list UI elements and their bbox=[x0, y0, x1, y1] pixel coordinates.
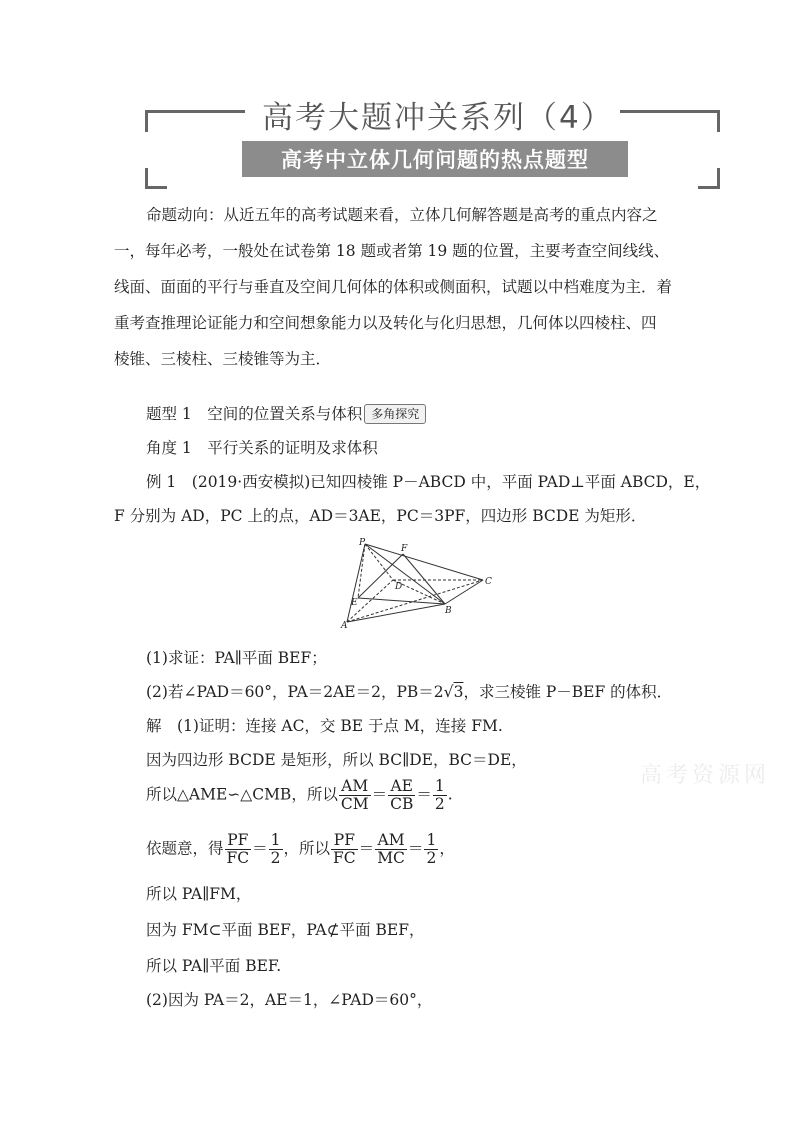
frac-num: 1 bbox=[270, 831, 281, 849]
frame-corner-bl bbox=[145, 168, 148, 189]
intro-line-2: 一，每年必考，一般处在试卷第 18 题或者第 19 题的位置，主要考查空间线线、 bbox=[114, 242, 670, 260]
pyramid-figure bbox=[335, 536, 495, 630]
solution-line-2: 因为四边形 BCDE 是矩形，所以 BC∥DE，BC＝DE， bbox=[146, 751, 527, 769]
solution-line-1: 解 (1)证明：连接 AC，交 BE 于点 M，连接 FM. bbox=[146, 717, 503, 735]
frac-den: 2 bbox=[270, 849, 281, 867]
solution-line-8: (2)因为 PA＝2，AE＝1，∠PAD＝60°， bbox=[146, 991, 433, 1009]
fraction-one-half bbox=[433, 778, 447, 813]
intro-line-1: 命题动向：从近五年的高考试题来看，立体几何解答题是高考的重点内容之 bbox=[146, 206, 658, 224]
label-D: D bbox=[395, 582, 403, 592]
frame-corner-tr bbox=[717, 110, 720, 132]
period: . bbox=[447, 785, 453, 804]
question-1: (1)求证：PA∥平面 BEF； bbox=[146, 649, 327, 667]
solution-line-4-text: 依题意，得 bbox=[146, 839, 224, 858]
question-2-prefix: (2)若∠PAD＝60°，PA＝2AE＝2，PB＝2 bbox=[146, 683, 444, 701]
fraction-am-mc bbox=[375, 832, 407, 867]
fraction-one-half-2 bbox=[424, 832, 438, 867]
edge-EB bbox=[358, 598, 445, 604]
fraction-am-cm bbox=[339, 778, 371, 813]
equals-sign: ＝ bbox=[371, 785, 388, 804]
frame-corner-tl bbox=[145, 110, 148, 132]
frame-top-left-line bbox=[145, 110, 245, 113]
frac-den: CB bbox=[390, 795, 414, 813]
solution-line-4 bbox=[146, 832, 455, 867]
intro-line-5: 棱锥、三棱柱、三棱锥等为主． bbox=[114, 350, 332, 368]
multi-angle-badge: 多角探究 bbox=[364, 404, 426, 424]
equals-sign: ＝ bbox=[358, 839, 375, 858]
label-B: B bbox=[445, 606, 452, 616]
label-P: P bbox=[359, 538, 366, 548]
fraction-pf-fc-2 bbox=[331, 832, 358, 867]
fraction-one-half bbox=[269, 832, 283, 867]
edge-PC bbox=[365, 544, 483, 580]
solution-line-5: 所以 PA∥FM， bbox=[146, 885, 252, 903]
frac-num: PF bbox=[225, 832, 252, 850]
frac-den: CM bbox=[340, 795, 369, 813]
frac-num: AM bbox=[339, 778, 371, 796]
watermark: 高考资源网 bbox=[640, 763, 771, 788]
edge-AC bbox=[347, 580, 483, 622]
frac-num: PF bbox=[331, 832, 358, 850]
page-title: 高考大题冲关系列（4） bbox=[262, 100, 614, 136]
page-subtitle: 高考中立体几何问题的热点题型 bbox=[242, 141, 628, 177]
fraction-pf-fc bbox=[225, 832, 252, 867]
solution-line-6: 因为 FM⊂平面 BEF，PA⊄平面 BEF， bbox=[146, 921, 425, 939]
equals-sign: ＝ bbox=[416, 785, 432, 804]
label-A: A bbox=[341, 621, 348, 630]
example-line-2: F 分别为 AD，PC 上的点，AD＝3AE，PC＝3PF，四边形 BCDE 为矩形． bbox=[114, 507, 647, 525]
fraction-ae-cb bbox=[388, 778, 415, 813]
angle-heading: 角度 1 平行关系的证明及求体积 bbox=[146, 439, 378, 457]
frac-den: 2 bbox=[434, 795, 445, 813]
frac-num: 1 bbox=[434, 777, 445, 795]
intro-line-3: 线面、面面的平行与垂直及空间几何体的体积或侧面积，试题以中档难度为主．着 bbox=[114, 278, 673, 296]
solution-line-7: 所以 PA∥平面 BEF. bbox=[146, 957, 282, 975]
comma: ， bbox=[439, 839, 455, 858]
frac-den: FC bbox=[333, 849, 356, 867]
sqrt-radicand: 3 bbox=[453, 683, 464, 701]
solution-line-4-mid: ，所以 bbox=[283, 839, 331, 858]
frac-num: 1 bbox=[426, 831, 437, 849]
frac-num: AM bbox=[375, 832, 407, 850]
edge-PA bbox=[347, 544, 365, 622]
equals-sign: ＝ bbox=[407, 839, 424, 858]
intro-line-4: 重考查推理论证能力和空间想象能力以及转化与化归思想，几何体以四棱柱、四 bbox=[114, 314, 657, 332]
equals-sign: ＝ bbox=[252, 839, 268, 858]
solution-line-3-text: 所以△AME∽△CMB，所以 bbox=[146, 785, 338, 804]
solution-line-3 bbox=[146, 778, 453, 813]
frac-den: MC bbox=[377, 849, 405, 867]
label-C: C bbox=[485, 577, 492, 587]
label-E: E bbox=[351, 598, 358, 608]
question-2 bbox=[146, 682, 672, 702]
frame-top-right-line bbox=[620, 110, 720, 113]
frame-bottom-left-line bbox=[145, 186, 167, 189]
type-heading bbox=[146, 404, 426, 425]
example-line-1: 例 1 (2019·西安模拟)已知四棱锥 P－ABCD 中，平面 PAD⊥平面 ABCD，E， bbox=[146, 473, 711, 491]
frac-den: 2 bbox=[426, 849, 437, 867]
sqrt-sign: √ bbox=[443, 683, 454, 701]
label-F: F bbox=[401, 544, 408, 554]
question-2-suffix: ，求三棱锥 P－BEF 的体积． bbox=[463, 683, 673, 701]
edge-BC bbox=[445, 580, 483, 604]
type-label: 题型 1 空间的位置关系与体积 bbox=[146, 405, 363, 423]
frac-num: AE bbox=[388, 778, 415, 796]
frame-corner-br bbox=[717, 168, 720, 189]
frac-den: FC bbox=[226, 849, 250, 867]
